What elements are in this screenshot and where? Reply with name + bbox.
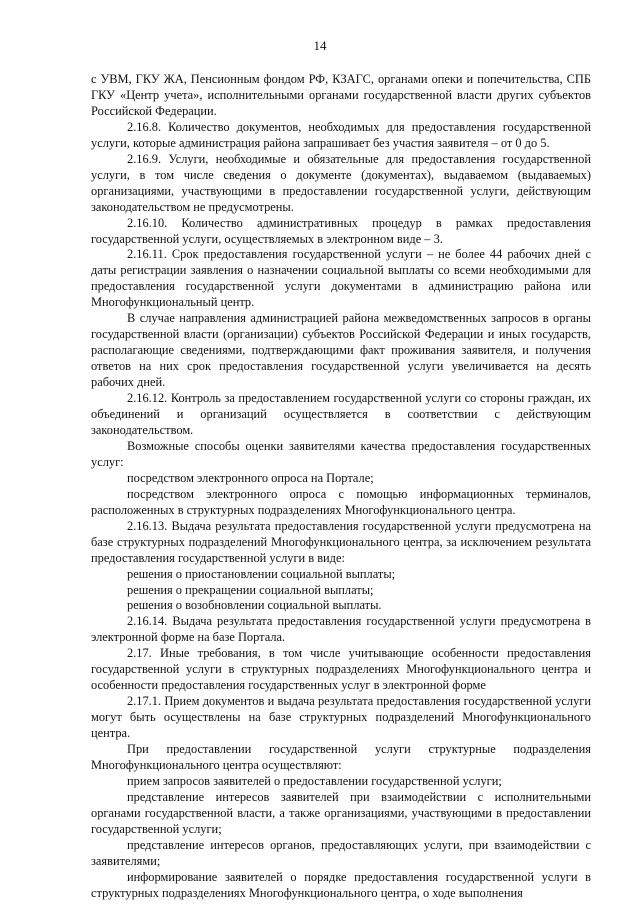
paragraph: Возможные способы оценки заявителями качества предоставления государственных услуг: — [91, 438, 591, 469]
page-number: 14 — [313, 38, 327, 53]
paragraph: 2.16.8. Количество документов, необходимых для предоставления государственной услуги, которые администрация района запрашивает без участия заявителя – от 0 до 5. — [91, 119, 591, 150]
paragraph: представление интересов заявителей при взаимодействии с исполнительными органами государственной власти, а также организациями, участвующими в предоставлении государственной услуги; — [91, 789, 591, 836]
paragraph: решения о приостановлении социальной выплаты; — [127, 566, 396, 581]
paragraph: При предоставлении государственной услуги структурные подразделения Многофункционального центра осуществляют: — [91, 742, 591, 772]
paragraph: 2.17. Иные требования, в том числе учитывающие особенности предоставления государственной услуги в структурных подразделениях Многофункционального центра и особенности предоставления государственных услуг в электронной форме — [91, 646, 591, 693]
paragraph: 2.16.9. Услуги, необходимые и обязательные для предоставления государственной услуги, в том числе сведения о документе (документах), выдаваемом (выдаваемых) организациями, участвующими в предоставлении государственной услуги, действующим законодательством не предусмотрены. — [91, 151, 591, 214]
paragraph: с УВМ, ГКУ ЖА, Пенсионным фондом РФ, КЗАГС, органами опеки и попечительства, СПБ ГКУ «Центр учета», исполнительными органами государственной власти других субъектов Российской Федерации. — [91, 72, 591, 118]
paragraph: 2.17.1. Прием документов и выдача результата предоставления государственной услуги могут быть осуществлены на базе структурных подразделений Многофункционального центра. — [91, 694, 591, 741]
paragraph: представление интересов органов, предоставляющих услуги, при взаимодействии с заявителями; — [91, 837, 591, 868]
paragraph: решения о прекращении социальной выплаты; — [127, 582, 374, 597]
paragraph: прием запросов заявителей о предоставлении государственной услуги; — [127, 773, 502, 788]
paragraph: В случае направления администрацией района межведомственных запросов в органы государственной власти (организации) субъектов Российской Федерации и иных государств, располагающие сведениями, подтверждающими факт проживания заявителя, и получения ответов на них срок предоставления государственной услуги увеличивается на десять рабочих дней. — [91, 311, 591, 390]
paragraph: 2.16.13. Выдача результата предоставления государственной услуги предусмотрена на базе структурных подразделений Многофункционального центра, за исключением результата предоставления государственной услуги в виде: — [91, 518, 591, 565]
paragraph: посредством электронного опроса с помощью информационных терминалов, расположенных в структурных подразделениях Многофункционального центра. — [91, 486, 591, 517]
paragraph: 2.16.11. Срок предоставления государственной услуги – не более 44 рабочих дней с даты регистрации заявления о назначении социальной выплаты со всеми необходимыми для предоставления государственной услуги документами в администрацию района или Многофункциональный центр. — [91, 247, 591, 310]
paragraph: 2.16.12. Контроль за предоставлением государственной услуги со стороны граждан, их объединений и организаций осуществляется в соответствии с действующим законодательством. — [91, 391, 591, 437]
paragraph: информирование заявителей о порядке предоставления государственной услуги в структурных подразделениях Многофункционального центра, о ходе выполнения — [91, 869, 591, 900]
paragraph: решения о возобновлении социальной выплаты. — [127, 598, 382, 613]
paragraph: 2.16.14. Выдача результата предоставления государственной услуги предусмотрена в электронной форме на базе Портала. — [91, 614, 591, 645]
paragraph: посредством электронного опроса на Портале; — [127, 470, 374, 485]
paragraph: 2.16.10. Количество административных процедур в рамках предоставления государственной услуги, осуществляемых в электронном виде – 3. — [91, 215, 591, 246]
document-body — [91, 72, 591, 902]
